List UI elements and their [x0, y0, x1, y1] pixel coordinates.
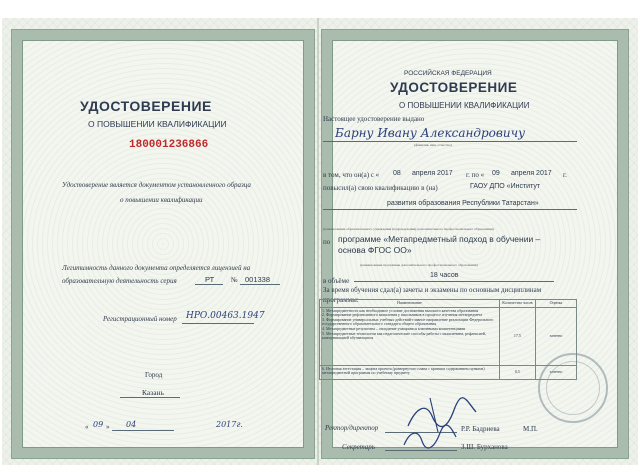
license-line-2: образовательную деятельность серия: [62, 277, 177, 285]
period-from-month: апреля 2017: [412, 170, 453, 177]
issue-date-day: 09: [93, 420, 104, 429]
city-label: Город: [145, 371, 163, 379]
official-seal: [538, 353, 608, 423]
period-from-day: 08: [393, 170, 401, 177]
name-caption: (фамилия, имя, отчество): [414, 143, 452, 147]
improved-label: повысил(а) свою квалификацию в (на): [323, 184, 438, 192]
registration-number: НРО.00463.1947: [186, 311, 265, 321]
issue-date-open-quote: «: [85, 423, 89, 431]
table-cell-name: 1. Метапредметность как необходимое условие достижения высокого качества образования 2. Формирование рефлексивного мышления у школьников в процессе изучения метапредмета 3. Формирование универсальных учебных действий-главное направление реализации Федерального государственного образовательного стандарта общего образования 4. Метапредметные результаты – овладение учащимися ключевыми компетенциями 5. Метапредметные технологии как педагогические способы работы с мышлением, рефлексией, коммуникацией обучающихся: [320, 307, 500, 365]
stamp-place: М.П.: [523, 425, 538, 433]
disciplines-table: [319, 299, 577, 380]
table-cell-grade: зачтено: [535, 307, 576, 365]
issue-date-month: 04: [126, 420, 137, 429]
period-mid: г. по «: [466, 171, 485, 179]
doc-statement-line-1: Удостоверение является документом установленного образца: [62, 181, 251, 189]
right-title: УДОСТОВЕРЕНИЕ: [390, 80, 518, 95]
license-number-underline: [240, 284, 280, 285]
issue-date-month-underline: [112, 430, 174, 431]
left-subtitle: О ПОВЫШЕНИИ КВАЛИФИКАЦИИ: [88, 119, 227, 129]
license-number-label: №: [231, 276, 238, 284]
license-line-1: Легитимность данного документа определяется лицензией на: [62, 264, 251, 272]
program-line-1: программе «Метапредметный подход в обучении –: [338, 234, 541, 244]
volume-underline: [354, 281, 554, 282]
table-cell-hours: 17,5: [499, 307, 535, 365]
issue-date-year: 2017г.: [216, 420, 243, 429]
country-header: РОССИЙСКАЯ ФЕДЕРАЦИЯ: [404, 70, 492, 77]
table-row: [320, 365, 577, 379]
table-cell-hours: 0,5: [499, 365, 535, 379]
secretary-signature: [400, 423, 460, 453]
issued-to-label: Настоящее удостоверение выдано: [323, 115, 425, 123]
registration-underline: [182, 323, 254, 324]
program-line-2: основа ФГОС ОО»: [338, 245, 412, 255]
rector-name: Р.Р. Бадриева: [461, 425, 500, 433]
table-cell-grade: зачтено: [535, 365, 576, 379]
license-series: РТ: [205, 275, 215, 284]
institution-line-1: ГАОУ ДПО «Институт: [470, 183, 541, 190]
recipient-name: Барну Ивану Александровичу: [335, 126, 526, 140]
volume-value: 18 часов: [430, 272, 459, 279]
registration-label: Регистрационный номер: [103, 315, 177, 323]
city-name: Казань: [142, 388, 164, 397]
license-number: 001338: [245, 275, 271, 284]
right-subtitle: О ПОВЫШЕНИИ КВАЛИФИКАЦИИ: [399, 101, 530, 110]
period-to-month: апреля 2017: [511, 170, 552, 177]
table-header-name: Наименование: [320, 300, 500, 308]
period-prefix: в том, что он(а) с «: [323, 171, 380, 179]
secretary-label: Секретарь: [342, 443, 375, 451]
recipient-name-underline: [323, 141, 577, 142]
secretary-signature-line: [385, 450, 457, 451]
certificate-spread: [2, 18, 638, 465]
table-header-grade: Оценка: [535, 300, 576, 308]
doc-statement-line-2: о повышении квалификации: [120, 196, 203, 204]
institution-underline: [323, 209, 577, 210]
volume-label: в объёме: [323, 277, 350, 285]
exams-line-1: За время обучения сдал(а) зачеты и экзамены по основным дисциплинам: [323, 286, 542, 294]
certificate-number: 180001236866: [129, 139, 209, 151]
city-underline: [120, 397, 180, 398]
table-cell-name: 6. Итоговая аттестация – защита проекта (развернутого плана с кратким содержанием пунктов) метапредметной программы по учебному предмету: [320, 365, 500, 379]
center-fold: [317, 18, 319, 465]
left-title: УДОСТОВЕРЕНИЕ: [80, 98, 212, 114]
period-end: г.: [563, 171, 567, 179]
rector-label: Ректор/директор: [325, 424, 379, 432]
issue-date-close-quote: »: [106, 423, 110, 431]
program-caption: (наименование программы дополнительного профессионального образования): [360, 263, 478, 267]
license-series-underline: [195, 284, 223, 285]
program-prefix: по: [323, 238, 331, 246]
exams-line-2: программы:: [323, 296, 359, 304]
table-row: [320, 307, 577, 365]
period-to-day: 09: [492, 170, 500, 177]
secretary-name: З.Ш. Бурханова: [461, 443, 508, 451]
institution-line-2: развития образования Республики Татарстан»: [387, 200, 539, 207]
institution-caption: (наименование образовательного учреждения (подразделения) дополнительного профессионального образования): [323, 227, 494, 231]
table-header-hours: Количество часов: [499, 300, 535, 308]
